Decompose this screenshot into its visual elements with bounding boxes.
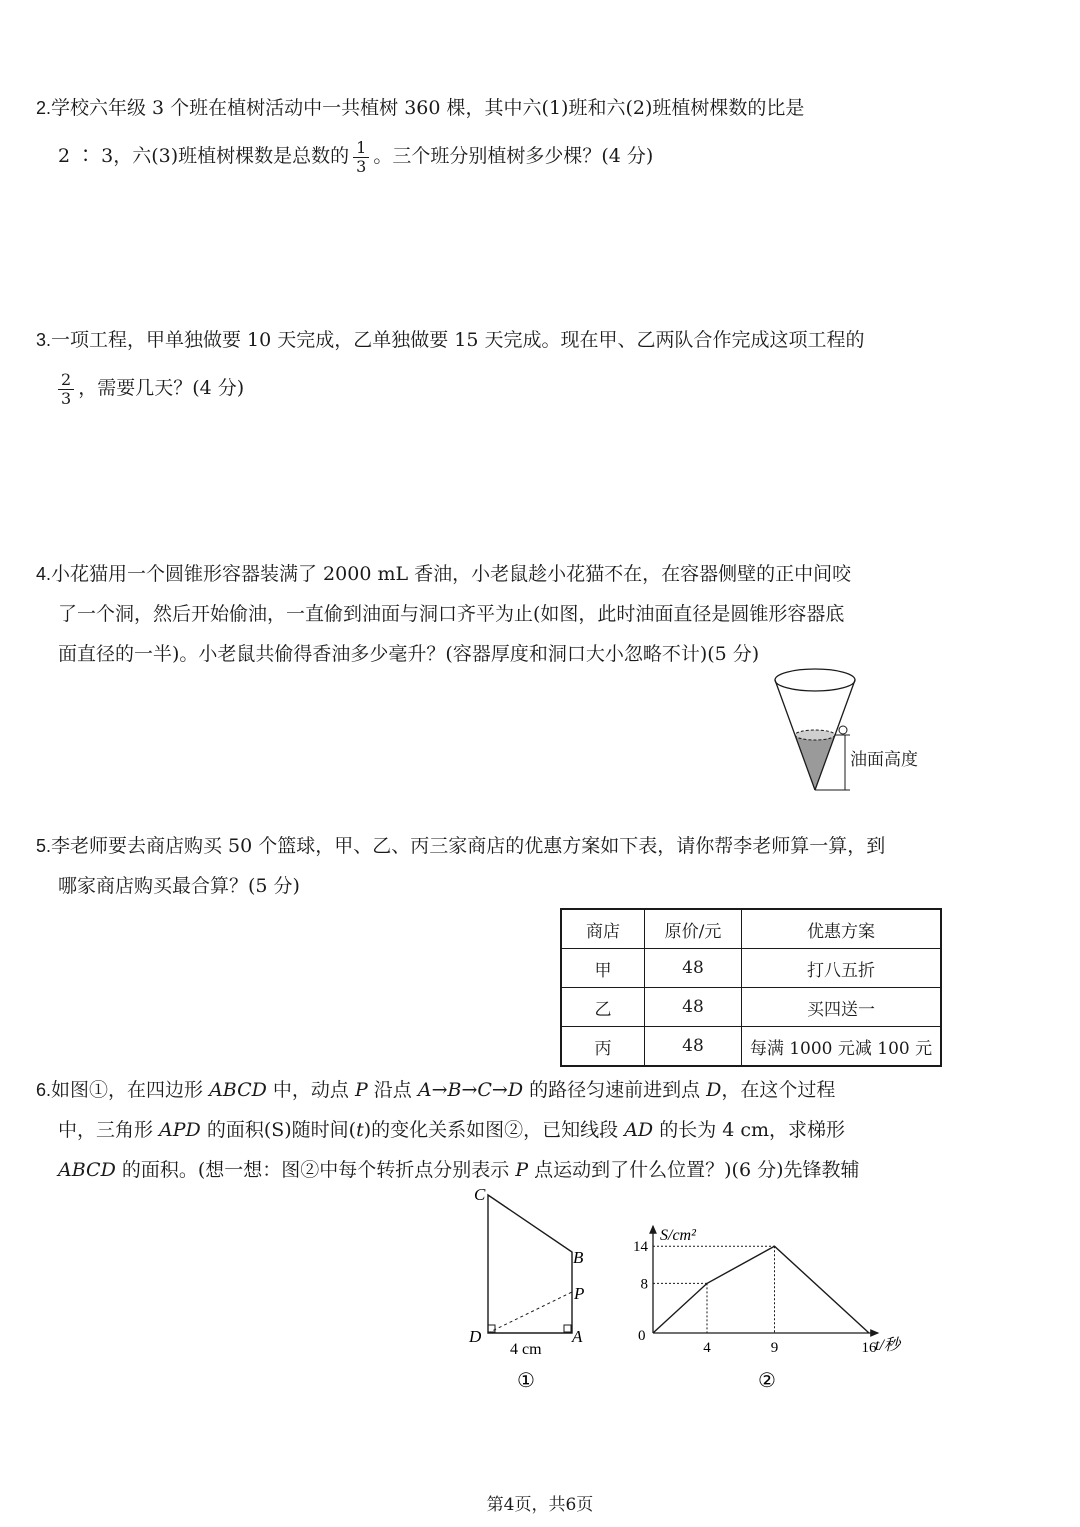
- right-angle-a: [564, 1325, 571, 1332]
- table-header-row: [561, 909, 941, 949]
- question-2: [36, 88, 946, 176]
- table-header: 原价/元: [645, 909, 742, 949]
- area-curve: [653, 1246, 869, 1333]
- question-number: 6.: [36, 1080, 52, 1100]
- question-text: 学校六年级 3 个班在植树活动中一共植树 360 棵，其中六(1)班和六(2)班植树棵数的比是: [51, 97, 805, 119]
- label-p: P: [574, 1284, 585, 1303]
- label-b: B: [573, 1248, 584, 1267]
- table-row: [561, 988, 941, 1027]
- table-row: [561, 1027, 941, 1067]
- table-header: 商店: [561, 909, 645, 949]
- question-text: 。三个班分别植树多少棵？(4 分): [373, 145, 654, 167]
- table-row: [561, 949, 941, 988]
- question-text: 一项工程，甲单独做要 10 天完成，乙单独做要 15 天完成。现在甲、乙两队合作完成这项工程的: [51, 329, 865, 351]
- question-text: ，需要几天？(4 分): [78, 377, 245, 399]
- question-number: 2.: [36, 98, 52, 118]
- dimension-ad: 4 cm: [510, 1341, 542, 1358]
- right-angle-d: [488, 1325, 495, 1332]
- fraction: $\frac{1}{3}$: [353, 139, 369, 176]
- table-cell: 48: [645, 1027, 742, 1067]
- area-time-graph: [620, 1220, 940, 1395]
- origin-label: 0: [638, 1328, 646, 1344]
- label-a: A: [572, 1327, 583, 1346]
- page-footer: 第4页，共6页: [486, 1495, 594, 1515]
- question-text: 2 ∶ 3，六(3)班植树棵数是总数的: [58, 145, 350, 167]
- label-d: D: [469, 1327, 482, 1346]
- question-number: 4.: [36, 564, 52, 584]
- question-number: 3.: [36, 330, 52, 350]
- table-cell: 买四送一: [742, 988, 942, 1027]
- table-header: 优惠方案: [742, 909, 942, 949]
- fraction: $\frac{2}{3}$: [58, 371, 74, 408]
- oil-area: [795, 735, 835, 790]
- y-axis-label: S/cm²: [660, 1227, 696, 1244]
- y-tick-label: 14: [633, 1239, 648, 1256]
- x-tick-label: 16: [861, 1340, 877, 1356]
- table-cell: 甲: [561, 949, 645, 988]
- question-text: 小花猫用一个圆锥形容器装满了 2000 mL 香油，小老鼠趁小花猫不在，在容器侧壁的正中间咬: [51, 563, 852, 585]
- table-cell: 打八五折: [742, 949, 942, 988]
- question-number: 5.: [36, 836, 52, 856]
- cone-figure: [770, 660, 950, 795]
- guide-lines: [653, 1246, 775, 1333]
- question-4: [36, 554, 946, 674]
- x-tick-label: 9: [770, 1340, 779, 1356]
- figure-2-caption: ②: [758, 1370, 776, 1392]
- watermark-text: 先锋教辅: [783, 1159, 860, 1181]
- question-5: [36, 826, 946, 906]
- figure-1-caption: ①: [517, 1370, 535, 1390]
- oil-surface: [795, 730, 835, 740]
- question-text: 李老师要去商店购买 50 个篮球，甲、乙、丙三家商店的优惠方案如下表，请你帮李老师算一算，到: [51, 835, 886, 857]
- question-text: 哪家商店购买最合算？(5 分): [58, 875, 300, 897]
- y-tick-label: 8: [640, 1276, 648, 1293]
- label-c: C: [474, 1185, 486, 1204]
- x-axis-label: t/秒: [875, 1337, 900, 1354]
- trapezoid-outline: [488, 1195, 572, 1333]
- question-text: 面直径的一半)。小老鼠共偷得香油多少毫升？(容器厚度和洞口大小忽略不计)(5 分): [58, 643, 760, 665]
- table-cell: 乙: [561, 988, 645, 1027]
- table-cell: 每满 1000 元减 100 元: [742, 1027, 942, 1067]
- discount-table: [560, 908, 942, 1067]
- question-6: 6.如图①，在四边形 ABCD 中，动点 P 沿点 A→B→C→D 的路径匀速前进到点 D，在这个过程 中，三角形 APD 的面积(S)随时间(t)的变化关系如图②，已知线段 AD 的长为 4 cm，求梯形 ABCD 的面积。(想一想：图②中每个转折点分别表示 P 点运动到了什么位置？)(6 分)先锋教辅: [36, 1079, 860, 1181]
- cone-rim: [775, 669, 855, 691]
- table-cell: 丙: [561, 1027, 645, 1067]
- x-tick-label: 4: [703, 1340, 711, 1356]
- oil-height-label: 油面高度: [850, 750, 918, 769]
- question-text: 了一个洞，然后开始偷油，一直偷到油面与洞口齐平为止(如图，此时油面直径是圆锥形容器底: [58, 603, 845, 625]
- segment-dp: [488, 1292, 572, 1333]
- table-cell: 48: [645, 988, 742, 1027]
- question-3: [36, 320, 946, 408]
- trapezoid-figure: [460, 1180, 600, 1390]
- hole: [839, 726, 847, 734]
- table-cell: 48: [645, 949, 742, 988]
